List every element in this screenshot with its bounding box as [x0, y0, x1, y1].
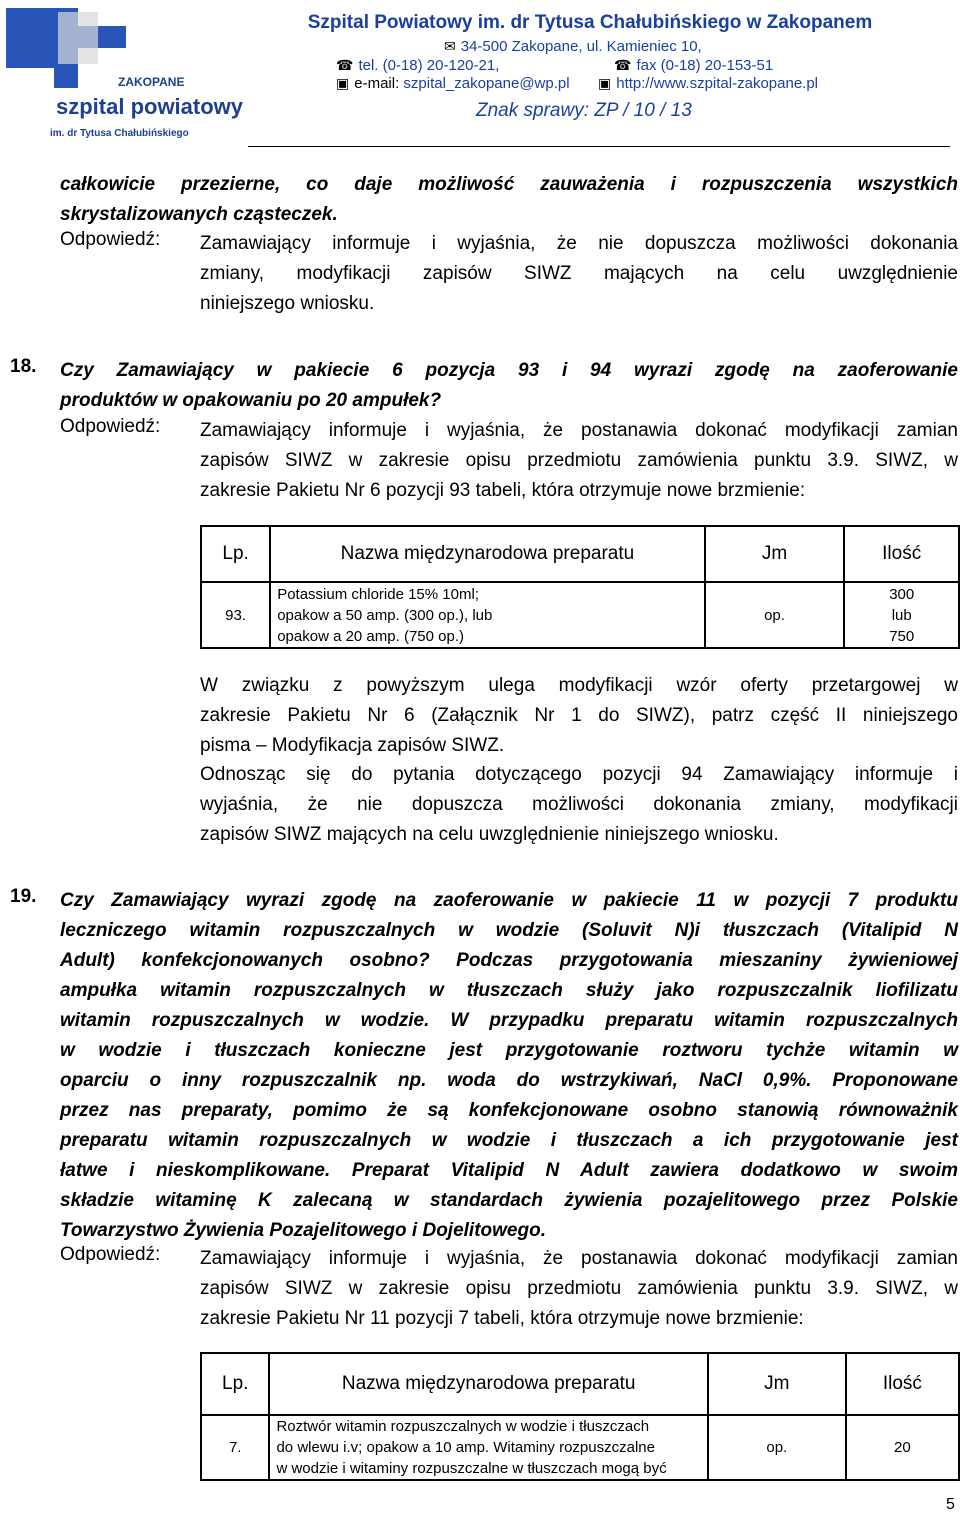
phone-line: ☎ tel. (0-18) 20-120-21,	[336, 57, 500, 74]
cell-jm: op.	[705, 582, 845, 648]
a18b-text: W związku z powyższym ulega modyfikacji wzór oferty przetargowej w zakresie Pakietu Nr 6 (Załącznik Nr 1 do SIWZ), patrz część II niniejszego pisma – Modyfikacja zapisów SIWZ.	[200, 675, 958, 756]
a18c-text: Odnosząc się do pytania dotyczącego pozycji 94 Zamawiający informuje i wyjaśnia, że nie dopuszcza możliwości dokonania zmiany, modyfikacji zapisów SIWZ mających na celu uwzględnienie niniejszego wniosku.	[200, 764, 958, 845]
svg-text:szpital powiatowy: szpital powiatowy	[56, 94, 244, 119]
a19-text: Zamawiający informuje i wyjaśnia, że postanawia dokonać modyfikacji zamian zapisów SIWZ w zakresie opisu przedmiotu zamówienia punktu 3.9. SIWZ, w zakresie Pakietu Nr 11 pozycji 7 tabeli, która otrzymuje nowe brzmienie:	[200, 1248, 958, 1329]
address-line: ✉ 34-500 Zakopane, ul. Kamieniec 10,	[444, 38, 702, 55]
col-lp: Lp.	[201, 1353, 269, 1415]
svg-text:im. dr Tytusa Chałubińskiego: im. dr Tytusa Chałubińskiego	[50, 128, 189, 139]
q18-number: 18.	[10, 356, 37, 377]
www-line	[598, 75, 818, 92]
website-link[interactable]: http://www.szpital-zakopane.pl	[616, 75, 819, 92]
letterhead	[0, 0, 960, 150]
header-divider	[248, 146, 950, 147]
cell-name: Roztwór witamin rozpuszczalnych w wodzie i tłuszczach do wlewu i.v; opakow a 10 amp. Witaminy rozpuszczalne w wodzie i witaminy rozpuszczalne w tłuszczach mogą być	[269, 1415, 707, 1480]
answer-label: Odpowiedź:	[60, 416, 161, 437]
table-header-row	[201, 526, 959, 582]
case-number: Znak sprawy: ZP / 10 / 13	[476, 100, 692, 121]
q19-text: Czy Zamawiający wyrazi zgodę na zaoferowanie w pakiecie 11 w pozycji 7 produktu leczniczego witamin rozpuszczalnych w wodzie (Soluvit N)i tłuszczach (Vitalipid N Adult) konfekcjonowanych osobno? Podczas przygotowania mieszaniny żywieniowej ampułka witamin rozpuszczalnych w tłuszczach służy jako rozpuszczalnik liofilizatu witamin rozpuszczalnych w wodzie. W przypadku preparatu witamin rozpuszczalnych w wodzie i tłuszczach konieczne jest przygotowanie roztworu tychże witamin w oparciu o inny rozpuszczalnik np. woda do wstrzykiwań, NaCl 0,9%. Proponowane przez nas preparaty, pomimo że są konfekcjonowane osobno stanowią równoważnik preparatu witamin rozpuszczalnych w wodzie i tłuszczach a ich przygotowanie jest łatwe i nieskomplikowane. Preparat Vitalipid N Adult zawiera dodatkowo w swoim składzie witaminę K zalecaną w standardach żywienia pozajelitowego przez Polskie Towarzystwo Żywienia Pozajelitowego i Dojelitowego.	[60, 890, 958, 1241]
q17-text: całkowicie przezierne, co daje możliwość zauważenia i rozpuszczenia wszystkich skrystalizowanych cząsteczek.	[60, 174, 958, 225]
cell-qty: 20	[846, 1415, 959, 1480]
fax-line: ☎ fax (0-18) 20-153-51	[614, 57, 774, 74]
table-pakiet-6	[200, 525, 960, 649]
col-jm: Jm	[708, 1353, 846, 1415]
answer-label: Odpowiedź:	[60, 229, 161, 250]
col-name: Nazwa międzynarodowa preparatu	[269, 1353, 707, 1415]
col-lp: Lp.	[201, 526, 270, 582]
table-row	[201, 582, 959, 648]
table-pakiet-11	[200, 1352, 960, 1481]
page-number: 5	[946, 1496, 955, 1513]
hospital-logo	[6, 6, 244, 142]
email-line: ▣ e-mail: szpital_zakopane@wp.pl	[336, 75, 570, 92]
a18-text: Zamawiający informuje i wyjaśnia, że postanawia dokonać modyfikacji zamian zapisów SIWZ w zakresie opisu przedmiotu zamówienia punktu 3.9. SIWZ, w zakresie Pakietu Nr 6 pozycji 93 tabeli, która otrzymuje nowe brzmienie:	[200, 420, 958, 501]
table-row	[201, 1415, 959, 1480]
envelope-icon: ✉	[444, 38, 456, 54]
computer-icon: ▣	[598, 75, 612, 91]
email-link[interactable]: szpital_zakopane@wp.pl	[403, 75, 570, 92]
phone-icon: ☎	[336, 57, 354, 73]
svg-text:ZAKOPANE: ZAKOPANE	[118, 75, 185, 89]
cell-lp: 93.	[201, 582, 270, 648]
hospital-name: Szpital Powiatowy im. dr Tytusa Chałubińskiego w Zakopanem	[307, 12, 873, 33]
cell-name: Potassium chloride 15% 10ml; opakow a 50 amp. (300 op.), lub opakow a 20 amp. (750 op.)	[270, 582, 704, 648]
col-qty: Ilość	[844, 526, 959, 582]
q19-number: 19.	[10, 886, 37, 907]
cell-qty: 300 lub 750	[844, 582, 959, 648]
a17-text: Zamawiający informuje i wyjaśnia, że nie dopuszcza możliwości dokonania zmiany, modyfikacji zapisów SIWZ mających na celu uwzględnienie niniejszego wniosku.	[200, 233, 958, 314]
col-name: Nazwa międzynarodowa preparatu	[270, 526, 704, 582]
col-jm: Jm	[705, 526, 845, 582]
fax-icon: ☎	[614, 57, 632, 73]
cell-jm: op.	[708, 1415, 846, 1480]
computer-icon: ▣	[336, 75, 350, 91]
table-header-row	[201, 1353, 959, 1415]
q18-text: Czy Zamawiający w pakiecie 6 pozycja 93 i 94 wyrazi zgodę na zaoferowanie produktów w opakowaniu po 20 ampułek?	[60, 360, 958, 411]
answer-label: Odpowiedź:	[60, 1244, 161, 1265]
cell-lp: 7.	[201, 1415, 269, 1480]
col-qty: Ilość	[846, 1353, 959, 1415]
